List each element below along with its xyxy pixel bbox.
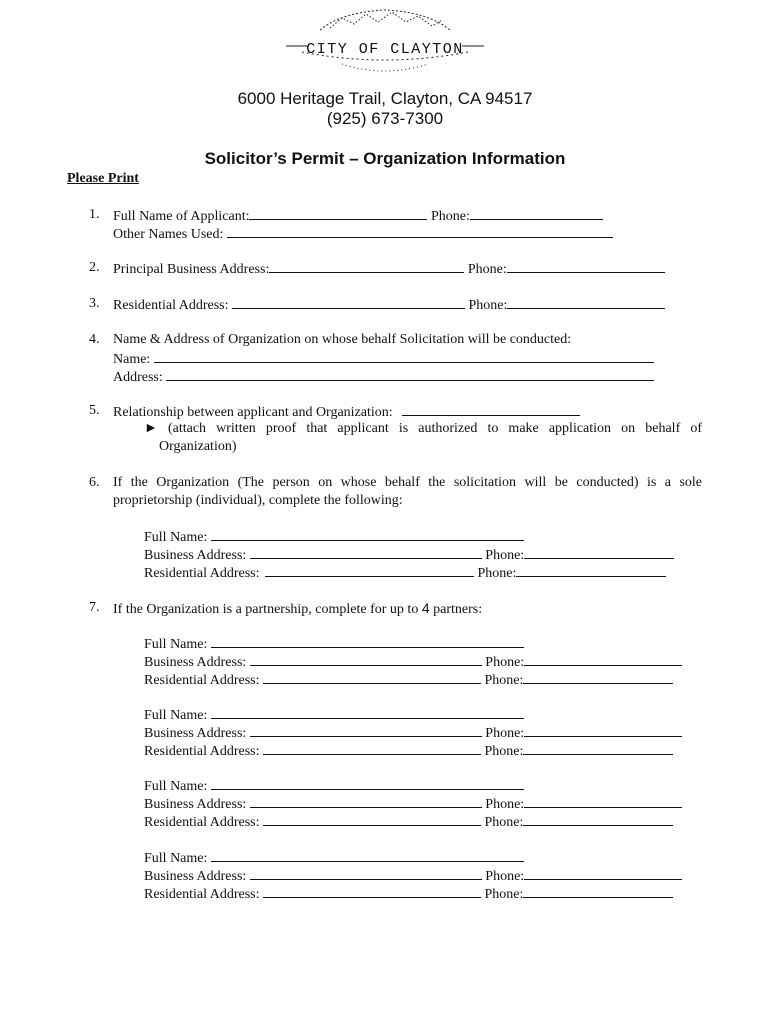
partner-business-phone-field[interactable] bbox=[524, 867, 682, 880]
partner-business-phone-field[interactable] bbox=[524, 724, 682, 737]
field-label: Business Address: bbox=[144, 548, 247, 563]
partner-business-address-field[interactable] bbox=[250, 653, 482, 666]
sole-business-row bbox=[144, 546, 674, 564]
principal-business-address-field[interactable] bbox=[269, 260, 464, 273]
partner-business-row bbox=[144, 724, 682, 742]
organization-address-row bbox=[113, 368, 654, 386]
partner-business-phone-field[interactable] bbox=[524, 795, 682, 808]
field-label: Address: bbox=[113, 370, 163, 385]
sole-proprietorship-instructions: If the Organization (The person on whose behalf the solicitation will be conducted) is a sole bbox=[113, 475, 702, 490]
sole-business-address-field[interactable] bbox=[250, 546, 482, 559]
field-label: Residential Address: bbox=[113, 298, 229, 313]
item-number: 4. bbox=[89, 332, 100, 347]
logo-wordmark: CITY OF CLAYTON bbox=[306, 41, 464, 58]
attach-proof-note-cont: Organization) bbox=[159, 439, 237, 454]
city-of-clayton-logo bbox=[282, 8, 488, 80]
partner-full-name-field[interactable] bbox=[211, 706, 524, 719]
field-label: Phone: bbox=[467, 262, 507, 277]
partner-business-phone-field[interactable] bbox=[524, 653, 682, 666]
partner-business-row bbox=[144, 653, 682, 671]
field-label: Residential Address: bbox=[144, 744, 260, 759]
sole-residential-phone-field[interactable] bbox=[516, 564, 666, 577]
applicant-full-name-field[interactable] bbox=[249, 207, 427, 220]
field-label: Phone: bbox=[485, 655, 525, 670]
field-label: Full Name: bbox=[144, 530, 208, 545]
organization-name-row bbox=[113, 350, 654, 368]
partner-full-name-row bbox=[144, 777, 524, 795]
partner-business-address-field[interactable] bbox=[250, 867, 482, 880]
partner-business-row bbox=[144, 867, 682, 885]
field-label: Phone: bbox=[485, 797, 525, 812]
partner-residential-phone-field[interactable] bbox=[523, 742, 673, 755]
partnership-text: If the Organization is a partnership, complete for up to bbox=[113, 602, 419, 617]
organization-name-field[interactable] bbox=[154, 350, 654, 363]
field-label: Residential Address: bbox=[144, 566, 260, 581]
field-label: Phone: bbox=[468, 298, 508, 313]
other-names-row bbox=[113, 225, 613, 243]
partner-residential-row bbox=[144, 742, 673, 760]
field-label: Business Address: bbox=[144, 797, 247, 812]
field-label: Phone: bbox=[484, 887, 524, 902]
item-number: 2. bbox=[89, 260, 100, 275]
partner-residential-phone-field[interactable] bbox=[523, 885, 673, 898]
partner-business-row bbox=[144, 795, 682, 813]
item-number: 3. bbox=[89, 296, 100, 311]
please-print-note: Please Print bbox=[67, 171, 139, 186]
field-label: Full Name: bbox=[144, 779, 208, 794]
field-label: Full Name of Applicant: bbox=[113, 209, 250, 224]
item-number: 5. bbox=[89, 403, 100, 418]
partner-full-name-field[interactable] bbox=[211, 777, 524, 790]
sole-full-name-row bbox=[144, 528, 524, 546]
field-label: Residential Address: bbox=[144, 815, 260, 830]
item-number: 7. bbox=[89, 600, 100, 615]
partnership-text-end: partners: bbox=[433, 602, 483, 617]
partner-residential-phone-field[interactable] bbox=[523, 671, 673, 684]
partner-residential-row bbox=[144, 671, 673, 689]
field-label: Other Names Used: bbox=[113, 227, 224, 242]
page-title: Solicitor’s Permit – Organization Information bbox=[204, 149, 566, 168]
partner-residential-address-field[interactable] bbox=[263, 742, 481, 755]
field-label: Residential Address: bbox=[144, 887, 260, 902]
field-label: Phone: bbox=[485, 548, 525, 563]
partner-business-address-field[interactable] bbox=[250, 795, 482, 808]
partner-full-name-field[interactable] bbox=[211, 849, 524, 862]
organization-heading: Name & Address of Organization on whose behalf Solicitation will be conducted: bbox=[113, 332, 572, 347]
field-label: Phone: bbox=[485, 869, 525, 884]
partner-full-name-field[interactable] bbox=[211, 635, 524, 648]
field-label: Business Address: bbox=[144, 655, 247, 670]
partner-full-name-row bbox=[144, 706, 524, 724]
partner-residential-row bbox=[144, 813, 673, 831]
partner-count: 4 bbox=[421, 600, 430, 616]
partner-residential-phone-field[interactable] bbox=[523, 813, 673, 826]
applicant-phone-field[interactable] bbox=[470, 207, 603, 220]
partner-residential-address-field[interactable] bbox=[263, 671, 481, 684]
sole-proprietorship-instructions-cont: proprietorship (individual), complete the following: bbox=[113, 493, 403, 508]
relationship-row bbox=[113, 403, 580, 421]
relationship-field[interactable] bbox=[402, 403, 580, 416]
partner-full-name-row bbox=[144, 849, 524, 867]
partner-residential-address-field[interactable] bbox=[263, 885, 481, 898]
business-address-row bbox=[113, 260, 665, 278]
partner-business-address-field[interactable] bbox=[250, 724, 482, 737]
sole-residential-address-field[interactable] bbox=[265, 564, 474, 577]
org-phone: (925) 673-7300 bbox=[326, 109, 444, 128]
org-address: 6000 Heritage Trail, Clayton, CA 94517 bbox=[237, 89, 533, 108]
partner-residential-address-field[interactable] bbox=[263, 813, 481, 826]
residential-address-row bbox=[113, 296, 665, 314]
partnership-instructions bbox=[113, 600, 482, 618]
field-label: Full Name: bbox=[144, 637, 208, 652]
organization-address-field[interactable] bbox=[166, 368, 654, 381]
other-names-field[interactable] bbox=[227, 225, 613, 238]
field-label: Full Name: bbox=[144, 708, 208, 723]
item-number: 1. bbox=[89, 207, 100, 222]
attach-proof-note: ► (attach written proof that applicant is authorized to make application on behalf of bbox=[144, 421, 702, 436]
business-phone-field[interactable] bbox=[507, 260, 665, 273]
partner-residential-row bbox=[144, 885, 673, 903]
sole-business-phone-field[interactable] bbox=[524, 546, 674, 559]
residential-phone-field[interactable] bbox=[507, 296, 665, 309]
field-label: Name: bbox=[113, 352, 151, 367]
partner-full-name-row bbox=[144, 635, 524, 653]
field-label: Residential Address: bbox=[144, 673, 260, 688]
field-label: Phone: bbox=[485, 726, 525, 741]
field-label: Phone: bbox=[484, 673, 524, 688]
field-label: Phone: bbox=[430, 209, 470, 224]
item-number: 6. bbox=[89, 475, 100, 490]
field-label: Phone: bbox=[484, 815, 524, 830]
field-label: Business Address: bbox=[144, 869, 247, 884]
field-label: Principal Business Address: bbox=[113, 262, 270, 277]
field-label: Business Address: bbox=[144, 726, 247, 741]
sole-full-name-field[interactable] bbox=[211, 528, 524, 541]
applicant-name-row bbox=[113, 207, 603, 225]
field-label: Phone: bbox=[477, 566, 517, 581]
field-label: Phone: bbox=[484, 744, 524, 759]
field-label: Relationship between applicant and Organization: bbox=[113, 405, 393, 420]
field-label: Full Name: bbox=[144, 851, 208, 866]
residential-address-field[interactable] bbox=[232, 296, 465, 309]
sole-residential-row bbox=[144, 564, 666, 582]
